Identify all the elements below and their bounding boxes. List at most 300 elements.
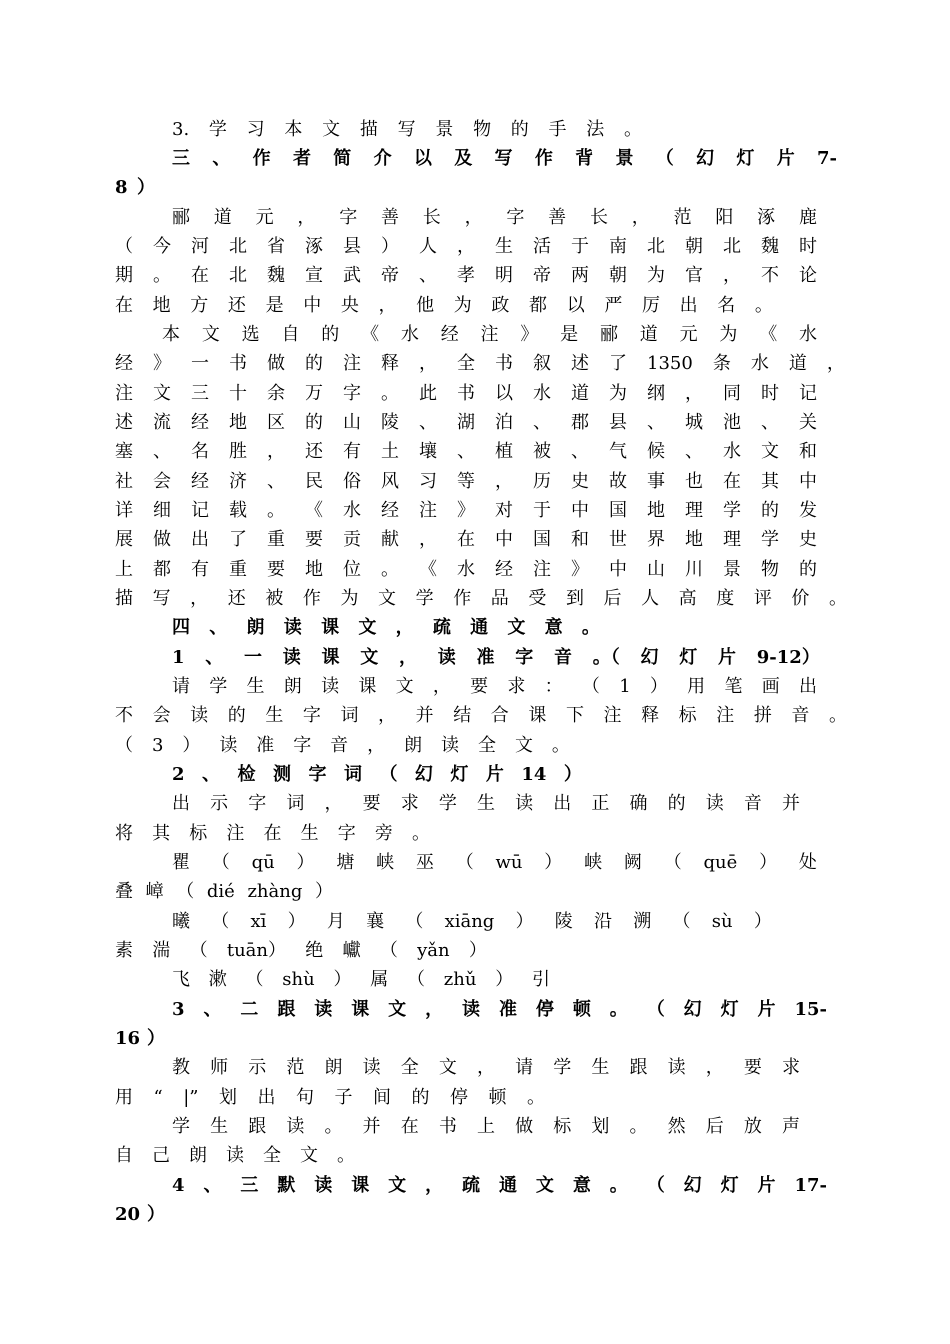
text-token: 物 (761, 559, 779, 580)
text-token: 郦 (599, 324, 618, 345)
text-token: 准 (256, 735, 275, 756)
text-token: 注 (480, 324, 499, 345)
text-token: 。（ (592, 647, 620, 668)
text-token: ） (495, 969, 514, 990)
text-token: ， (399, 647, 418, 668)
text-token: 。 (412, 823, 430, 844)
text-token: 万 (305, 383, 323, 404)
text-token: 顿 (572, 999, 591, 1020)
text-token: 文 (438, 1057, 457, 1078)
text-token: 课 (351, 999, 370, 1020)
text-token: 在 (400, 1116, 419, 1137)
text-token: 地 (305, 559, 323, 580)
text-token: 漱 (208, 969, 227, 990)
text-token: 全 (263, 1145, 281, 1166)
text-token: 1 (619, 676, 631, 697)
text-token: 己 (152, 1145, 170, 1166)
text-token: 自 (115, 1145, 133, 1166)
text-token: 国 (533, 529, 551, 550)
text-token: 出 (172, 793, 190, 814)
text-token: 字 (308, 764, 327, 785)
text-token: ） (544, 852, 563, 873)
step-3-line-2 (115, 1083, 545, 1112)
text-token: 水 (533, 383, 551, 404)
text-token: ） (381, 236, 399, 257)
text (172, 848, 817, 877)
text-token: 字 (515, 647, 534, 668)
text-token: 为 (453, 295, 472, 316)
text-token: 上 (115, 559, 133, 580)
text-token: 重 (267, 529, 285, 550)
text (172, 760, 582, 789)
step-2-heading (172, 760, 582, 789)
text-token: 曦 (172, 911, 190, 932)
text-token: （ (663, 852, 682, 873)
text-token: 瞿 (172, 852, 190, 873)
text-token: 也 (685, 471, 703, 492)
text-token: 跟 (629, 1057, 648, 1078)
text-token: 师 (210, 1057, 229, 1078)
text-token: 课 (321, 647, 340, 668)
text-token: 旁 (374, 823, 393, 844)
text-token: 对 (495, 500, 513, 521)
text-token: 《 (759, 324, 778, 345)
text (115, 173, 155, 202)
background-line-7 (115, 496, 817, 525)
text-token: 测 (272, 764, 291, 785)
text-token: 学 (172, 1116, 190, 1137)
text-token: 读 (314, 1175, 333, 1196)
text-token: 鹿 (798, 207, 817, 228)
text-token: 写 (152, 588, 171, 609)
text-token: 习 (246, 119, 265, 140)
text-token: 灯 (720, 1175, 739, 1196)
text-token: 文 (388, 999, 407, 1020)
text-token: ） (315, 881, 333, 902)
text-token: 明 (495, 265, 513, 286)
text-token: 朗 (404, 735, 423, 756)
text-token: 十 (229, 383, 247, 404)
text-token: 手 (548, 119, 567, 140)
text-token: 音 (791, 705, 810, 726)
text-token: 课 (528, 705, 547, 726)
background-line-4 (115, 408, 817, 437)
text-token: 要 (743, 1057, 762, 1078)
text-token: 幻 (683, 1175, 702, 1196)
text-token: 道 (213, 207, 232, 228)
text-token: 后 (705, 1116, 724, 1137)
text-token: （ (189, 940, 208, 961)
text-token: 自 (281, 324, 300, 345)
text-token: 。 (609, 1175, 628, 1196)
text-token: 默 (277, 1175, 296, 1196)
text-token: 北 (647, 236, 665, 257)
text-token: 3. (172, 119, 190, 140)
text-token: 注 (419, 500, 437, 521)
step-2-line-2 (115, 819, 430, 848)
text-token: 字 (293, 735, 312, 756)
text-token: 。 (551, 735, 570, 756)
text-token: 以 (495, 383, 513, 404)
text-token: 水 (400, 324, 419, 345)
text (172, 613, 600, 642)
text-token: 一 (191, 353, 209, 374)
text-token: ） (468, 940, 487, 961)
step-3-heading-line-2 (115, 1024, 165, 1053)
text-token: 后 (603, 588, 622, 609)
text-token: 风 (381, 471, 399, 492)
text-token: 条 (712, 353, 731, 374)
text-token: 景 (615, 148, 634, 169)
text-token: 贡 (343, 529, 361, 550)
text-token: 标 (553, 1116, 572, 1137)
text-token: 子 (334, 1087, 353, 1108)
text-token: zhǔ (443, 969, 477, 990)
text-token: 元 (679, 324, 698, 345)
text-token: yǎn (417, 940, 450, 961)
text-token: 其 (761, 471, 779, 492)
text-token: ） (287, 911, 306, 932)
bio-line-2 (115, 232, 817, 261)
text-token: 以 (413, 148, 432, 169)
text-token: 历 (533, 471, 551, 492)
text-token: 道 (639, 324, 658, 345)
text-token: 、 (457, 441, 475, 462)
text-token: 故 (609, 471, 627, 492)
text-token: 《 (419, 559, 437, 580)
text (172, 789, 800, 818)
text-token: 魏 (761, 236, 779, 257)
text-token: 本 (284, 119, 303, 140)
text-token: 在 (191, 265, 209, 286)
text-token: 。 (153, 265, 171, 286)
text-token: 1 (172, 647, 185, 668)
text-token: ） (137, 177, 155, 198)
text-token: 书 (229, 353, 247, 374)
text-token: 述 (571, 353, 589, 374)
text-token: 理 (685, 500, 703, 521)
text-token: 。 (526, 1087, 545, 1108)
text-token: 读 (705, 793, 724, 814)
text-token: （ (211, 852, 230, 873)
text-token: 记 (799, 383, 817, 404)
text-token: ， (378, 295, 397, 316)
text-token: 课 (351, 1175, 370, 1196)
text-token: ） (515, 911, 534, 932)
text-token: ， (324, 793, 343, 814)
text-token: 还 (227, 588, 246, 609)
text-token: 结 (453, 705, 472, 726)
text-token: 音 (743, 793, 762, 814)
text-token: 水 (343, 500, 361, 521)
text-token: （ (115, 735, 133, 756)
text-token: 述 (115, 412, 133, 433)
text-token: 四 (172, 617, 190, 638)
text-token: 文 (378, 588, 397, 609)
text-token: 发 (799, 500, 817, 521)
text-token: ， (495, 471, 513, 492)
text-token: 引 (532, 969, 550, 990)
text-token: 峡 (584, 852, 603, 873)
text-token: 做 (515, 1116, 534, 1137)
text-token: 不 (761, 265, 779, 286)
text (115, 731, 570, 760)
text-token: 济 (229, 471, 247, 492)
text-token: 城 (685, 412, 703, 433)
text-token: 北 (723, 236, 741, 257)
text-token: 拼 (753, 705, 772, 726)
text-token: 标 (189, 823, 208, 844)
text-token: 魏 (267, 265, 285, 286)
text-token: 素 (115, 940, 133, 961)
text-token: 笔 (724, 676, 743, 697)
text-token: 》 (153, 353, 171, 374)
text (115, 877, 333, 906)
text-token: 叙 (533, 353, 551, 374)
text-token: ） (649, 676, 668, 697)
text-token: ， (395, 617, 414, 638)
text-token: （ (646, 999, 665, 1020)
text-token: 3 (151, 735, 164, 756)
text-token: 为 (609, 383, 627, 404)
text-token: 出 (257, 1087, 276, 1108)
text-token: ， (190, 588, 209, 609)
text-token: 释 (641, 705, 660, 726)
text-token: 做 (153, 529, 171, 550)
vocab-line-3 (172, 907, 772, 936)
text-token: 》 (457, 500, 475, 521)
text-token: 20 (115, 1204, 141, 1225)
text-token: ） (759, 852, 778, 873)
text-token: 跟 (277, 999, 296, 1020)
text-token: 帝 (381, 265, 399, 286)
text-token: 被 (533, 441, 551, 462)
text (172, 115, 642, 144)
step-4-heading-line-1 (172, 1171, 827, 1200)
text-token: ， (457, 236, 475, 257)
text-token: 文 (507, 617, 526, 638)
text-token: 读 (286, 1116, 305, 1137)
text-token: 地 (685, 529, 703, 550)
text-token: ， (477, 1057, 495, 1078)
text-token: 壤 (419, 441, 437, 462)
text-token: 灯 (720, 999, 739, 1020)
text (162, 320, 817, 349)
text-token: ， (419, 529, 437, 550)
text-token: 范 (673, 207, 692, 228)
text (172, 1112, 800, 1141)
text-token: 幻 (696, 148, 715, 169)
section-3-heading-line-1 (172, 144, 837, 173)
text-token: 求 (400, 793, 419, 814)
text-token: 景 (723, 559, 741, 580)
text-token: 人 (641, 588, 660, 609)
background-line-3 (115, 379, 817, 408)
text-token: 武 (343, 265, 361, 286)
text-token: 。 (324, 1116, 343, 1137)
text-token: 北 (229, 265, 247, 286)
text (115, 437, 817, 466)
text-token: 出 (553, 793, 572, 814)
text-token: 学 (761, 529, 779, 550)
text-token: 并 (782, 793, 800, 814)
text-token: 他 (416, 295, 435, 316)
text-token: 生 (210, 1116, 229, 1137)
text-token: tuān） (226, 940, 286, 961)
text-token: ， (705, 1057, 724, 1078)
text (115, 1200, 165, 1229)
text-token: 。 (609, 999, 628, 1020)
text-token: 注 (716, 705, 735, 726)
text-token: 央 (340, 295, 359, 316)
text-token: 经 (495, 559, 513, 580)
text-token: 经 (440, 324, 459, 345)
text-token: 有 (343, 441, 361, 462)
text-token: 作 (453, 588, 472, 609)
text-token: 陵 (554, 911, 573, 932)
text-token: 准 (476, 647, 495, 668)
text-token: 今 (153, 236, 171, 257)
background-line-6 (115, 467, 817, 496)
text-token: 是 (560, 324, 579, 345)
text-token: 湍 (152, 940, 171, 961)
text-token: 生 (300, 823, 319, 844)
text-token: ） (563, 764, 582, 785)
text-token: ， (432, 676, 451, 697)
text-token: 时 (761, 383, 779, 404)
text-token: 有 (191, 559, 209, 580)
text-token: 请 (515, 1057, 534, 1078)
text-token: 通 (470, 617, 489, 638)
text-token: 字 (506, 207, 525, 228)
text-token: 划 (218, 1087, 237, 1108)
text-token: 经 (115, 353, 133, 374)
text-token: 的 (799, 559, 817, 580)
text-token: 注 (115, 383, 133, 404)
text-token: 了 (609, 353, 627, 374)
text-token: 字 (302, 705, 321, 726)
text-token: ， (425, 999, 444, 1020)
text-token: 史 (799, 529, 817, 550)
text-token: 都 (153, 559, 171, 580)
text-token: 文 (322, 119, 341, 140)
text-token: 善 (380, 207, 399, 228)
text-token: 为 (340, 588, 359, 609)
text-token: 、 (647, 412, 665, 433)
text-token: 景 (435, 119, 454, 140)
text-token: 。 (337, 1145, 355, 1166)
text-token: 书 (438, 1116, 457, 1137)
text-token: 字 (337, 823, 356, 844)
text-token: 飞 (172, 969, 190, 990)
text-token: 句 (295, 1087, 314, 1108)
text-token: 写 (494, 148, 513, 169)
text-token: 。 (267, 500, 285, 521)
text-token: 读 (283, 617, 302, 638)
text-token: 读 (321, 676, 340, 697)
text-token: 流 (153, 412, 171, 433)
text-token: quē (703, 852, 738, 873)
text-token: 生 (495, 236, 513, 257)
text-token: 示 (210, 793, 229, 814)
text-token: wū (495, 852, 523, 873)
text-token: 要 (305, 529, 323, 550)
text-token: 《 (305, 500, 323, 521)
text-token: （ (672, 911, 691, 932)
text-token: 中 (303, 295, 322, 316)
text-token: 名 (191, 441, 209, 462)
text-token: 顿 (488, 1087, 507, 1108)
text-token: 灯 (450, 764, 469, 785)
text-token: 疏 (432, 617, 451, 638)
text-token: 记 (191, 500, 209, 521)
text-token: ， (378, 705, 397, 726)
text-token: 川 (685, 559, 703, 580)
text-token: 史 (571, 471, 589, 492)
text-token: 地 (229, 412, 247, 433)
text (172, 907, 772, 936)
text-token: 3 (172, 999, 185, 1020)
text-token: 下 (565, 705, 584, 726)
text-token: 北 (229, 236, 247, 257)
background-line-2 (115, 349, 845, 378)
text-token: 、 (203, 1175, 222, 1196)
text-token: shù (282, 969, 315, 990)
text-token: 读 (314, 999, 333, 1020)
background-line-5 (115, 437, 817, 466)
text-token: 及 (454, 148, 473, 169)
text-token: 中 (571, 500, 589, 521)
text-token: 。 (581, 617, 600, 638)
text-token: 峡 (376, 852, 395, 873)
text-token: 声 (782, 1116, 800, 1137)
step-1-line-2 (115, 701, 847, 730)
text-token: 文 (358, 617, 377, 638)
text-token: 读 (190, 705, 209, 726)
text-token: 》 (520, 324, 539, 345)
text-token: 学 (415, 588, 434, 609)
objective-3-line (172, 115, 642, 144)
text-token: 在 (263, 823, 282, 844)
text-token: 会 (153, 471, 171, 492)
text-token: 片 (718, 647, 737, 668)
text-token: 地 (647, 500, 665, 521)
text-token: 区 (267, 412, 285, 433)
text-token: 字 (248, 793, 267, 814)
text (172, 965, 550, 994)
text-token: 一 (244, 647, 263, 668)
text-token: 求 (782, 1057, 800, 1078)
text-token: 、 (419, 412, 437, 433)
text-token: 并 (362, 1116, 381, 1137)
background-line-8 (115, 525, 817, 554)
text-token: 长 (422, 207, 441, 228)
text-token: 世 (609, 529, 627, 550)
text-token: 检 (237, 764, 256, 785)
text (115, 379, 817, 408)
text-token: 宣 (305, 265, 323, 286)
text-token: 文 (761, 441, 779, 462)
text-token: 巘 (342, 940, 361, 961)
text-token: 三 (172, 148, 190, 169)
text (115, 349, 845, 378)
text-token: 注 (533, 559, 551, 580)
text-token: （ (407, 969, 426, 990)
text-token: 朗 (189, 1145, 207, 1166)
text-token: 全 (400, 1057, 419, 1078)
text-token: 、 (267, 471, 285, 492)
text-token: 品 (490, 588, 509, 609)
